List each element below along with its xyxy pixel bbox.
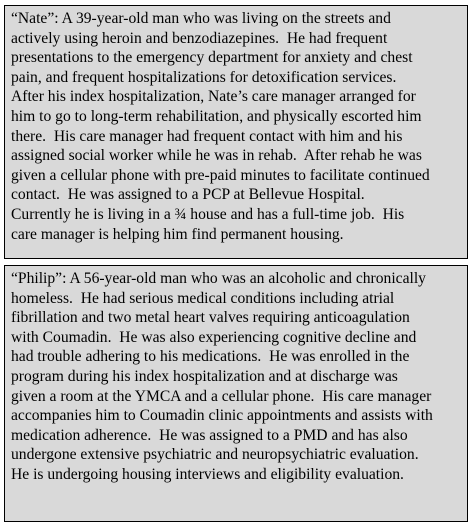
text-line: there. His care manager had frequent contact with him and his xyxy=(11,127,403,145)
text-line: undergone extensive psychiatric and neuropsychiatric evaluation. xyxy=(11,446,419,464)
text-line: contact. He was assigned to a PCP at Bellevue Hospital. xyxy=(11,186,365,204)
text-line: him to go to long-term rehabilitation, and physically escorted him xyxy=(11,107,422,125)
text-line: medication adherence. He was assigned to a PMD and has also xyxy=(11,426,408,444)
text-line: program during his index hospitalization and at discharge was xyxy=(11,367,398,385)
text-line: “Nate”: A 39-year-old man who was living on the streets and xyxy=(11,10,391,27)
text-line: had trouble adhering to his medications. He was enrolled in the xyxy=(11,348,410,366)
text-line: He is undergoing housing interviews and eligibility evaluation. xyxy=(11,465,404,483)
text-line: actively using heroin and benzodiazepines. He had frequent xyxy=(11,29,388,47)
text-line: given a cellular phone with pre-paid minutes to facilitate continued xyxy=(11,166,430,184)
text-line: assigned social worker while he was in rehab. After rehab he was xyxy=(11,147,422,165)
text-line: care manager is helping him find permanent housing. xyxy=(11,225,344,243)
text-line: with Coumadin. He was also experiencing cognitive decline and xyxy=(11,328,417,346)
case-box-philip xyxy=(4,265,468,522)
text-line: pain, and frequent hospitalizations for detoxification services. xyxy=(11,68,397,86)
text-line: fibrillation and two metal heart valves requiring anticoagulation xyxy=(11,309,410,327)
text-line: given a room at the YMCA and a cellular phone. His care manager xyxy=(11,387,432,405)
text-line: After his index hospitalization, Nate’s care manager arranged for xyxy=(11,88,416,106)
case-box-nate xyxy=(4,5,468,259)
text-line: presentations to the emergency department for anxiety and chest xyxy=(11,49,413,67)
text-line: Currently he is living in a ¾ house and has a full-time job. His xyxy=(11,205,405,223)
case-text-philip xyxy=(11,269,461,485)
text-line: “Philip”: A 56-year-old man who was an alcoholic and chronically xyxy=(11,270,426,287)
case-text-nate xyxy=(11,9,461,244)
text-line: accompanies him to Coumadin clinic appointments and assists with xyxy=(11,407,433,425)
text-line: homeless. He had serious medical conditions including atrial xyxy=(11,289,395,307)
